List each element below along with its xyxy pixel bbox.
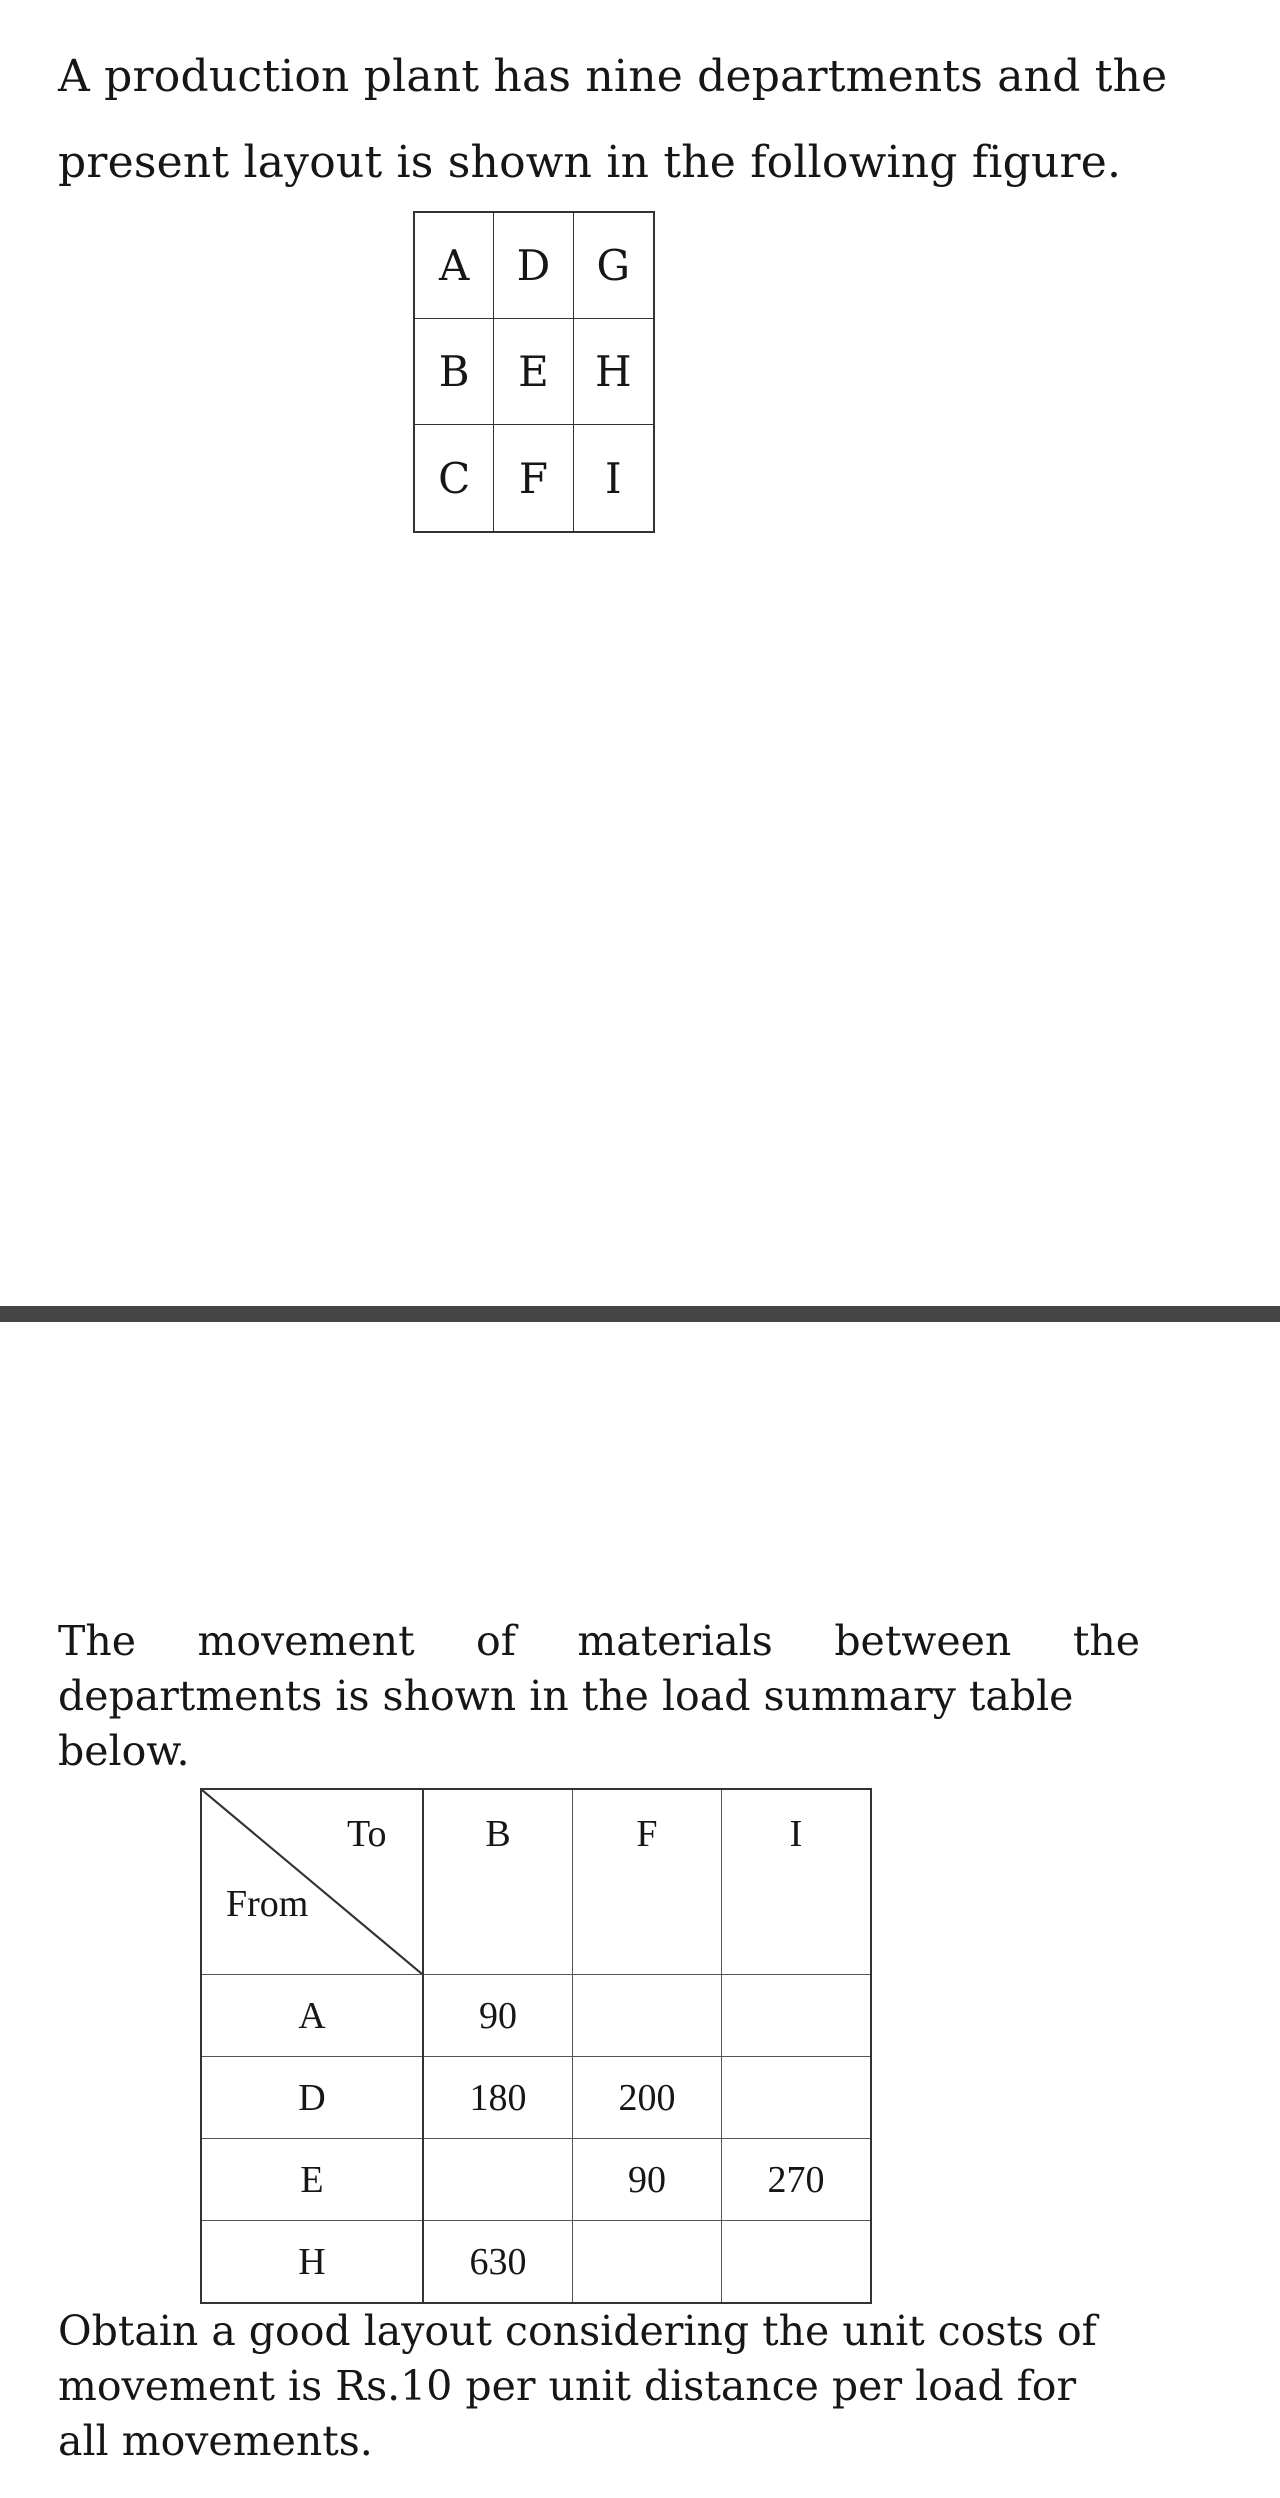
cell-a-i xyxy=(722,1975,872,2057)
layout-cell-c: C xyxy=(415,425,494,531)
cell-h-i xyxy=(722,2221,872,2304)
section-separator xyxy=(0,1306,1280,1322)
closing-line-2: movement is Rs.10 per unit distance per load for xyxy=(58,2361,1077,2410)
table-row xyxy=(201,2139,871,2221)
table-row xyxy=(201,1975,871,2057)
layout-cell-h: H xyxy=(574,319,653,425)
row-header-a: A xyxy=(201,1975,423,2057)
table-row xyxy=(201,2057,871,2139)
movement-description xyxy=(58,1614,1140,1779)
movement-line-2: departments is shown in the load summary table xyxy=(58,1671,1074,1720)
movement-line-3: below. xyxy=(58,1726,190,1775)
problem-intro xyxy=(58,34,1208,206)
cell-d-b: 180 xyxy=(423,2057,573,2139)
column-header-f: F xyxy=(573,1789,722,1975)
present-layout-grid xyxy=(413,211,655,533)
to-from-corner-cell xyxy=(201,1789,423,1975)
cell-e-i: 270 xyxy=(722,2139,872,2221)
cell-h-f xyxy=(573,2221,722,2304)
cell-d-f: 200 xyxy=(573,2057,722,2139)
table-header-row xyxy=(201,1789,871,1975)
cell-e-b xyxy=(423,2139,573,2221)
layout-cell-f: F xyxy=(494,425,573,531)
layout-cell-e: E xyxy=(494,319,573,425)
closing-line-3: all movements. xyxy=(58,2416,373,2465)
table-row xyxy=(201,2221,871,2304)
cell-d-i xyxy=(722,2057,872,2139)
cell-a-b: 90 xyxy=(423,1975,573,2057)
row-header-e: E xyxy=(201,2139,423,2221)
task-instruction xyxy=(58,2304,1140,2469)
row-header-d: D xyxy=(201,2057,423,2139)
load-summary-table xyxy=(200,1788,872,2304)
layout-cell-i: I xyxy=(605,453,622,503)
from-label: From xyxy=(226,1883,309,1925)
layout-cell-a: A xyxy=(415,213,494,319)
layout-cell-b: B xyxy=(415,319,494,425)
to-label: To xyxy=(347,1813,387,1855)
layout-cell-d: D xyxy=(494,213,573,319)
intro-line-2: present layout is shown in the following figure. xyxy=(58,136,1122,188)
cell-e-f: 90 xyxy=(573,2139,722,2221)
cell-a-f xyxy=(573,1975,722,2057)
column-header-b: B xyxy=(423,1789,573,1975)
column-header-i: I xyxy=(722,1789,872,1975)
row-header-h: H xyxy=(201,2221,423,2304)
closing-line-1: Obtain a good layout considering the unit costs of xyxy=(58,2307,1097,2355)
intro-line-1: A production plant has nine departments and the xyxy=(58,51,1168,102)
movement-line-1: The movement of materials between the xyxy=(58,1617,1140,1665)
cell-h-b: 630 xyxy=(423,2221,573,2304)
layout-cell-g: G xyxy=(574,213,653,319)
